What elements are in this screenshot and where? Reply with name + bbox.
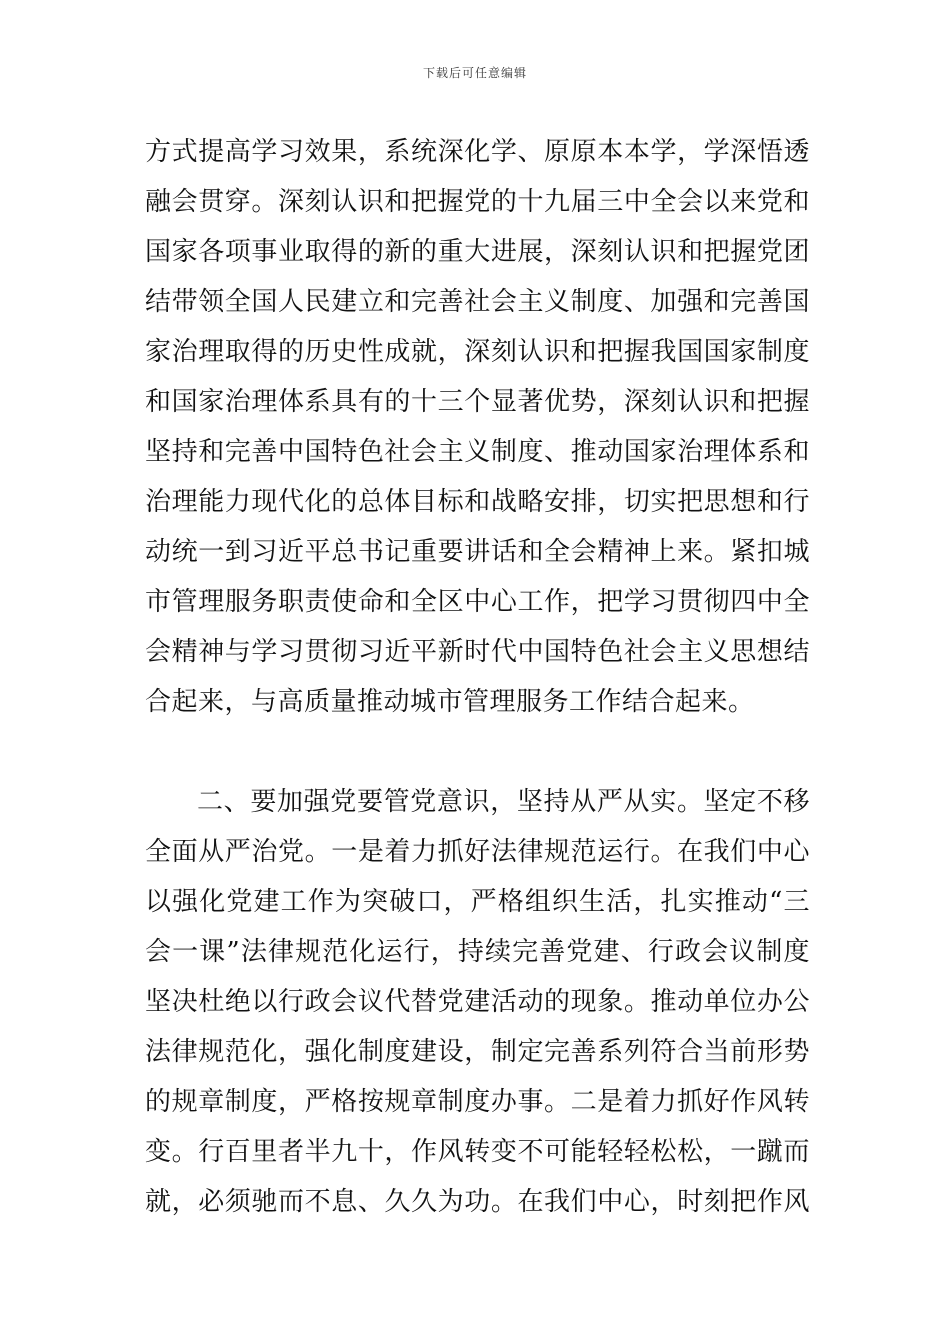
paragraph-1 — [145, 127, 810, 727]
text-line: 和国家治理体系具有的十三个显著优势，深刻认识和把握 — [145, 387, 810, 417]
text-line: 治理能力现代化的总体目标和战略安排，切实把思想和行 — [145, 487, 810, 517]
text-line: 市管理服务职责使命和全区中心工作，把学习贯彻四中全 — [145, 587, 810, 617]
text-line: 融会贯穿。深刻认识和把握党的十九届三中全会以来党和 — [145, 187, 810, 217]
text-line: 的规章制度，严格按规章制度办事。二是着力抓好作风转 — [145, 1087, 810, 1117]
text-line: 结带领全国人民建立和完善社会主义制度、加强和完善国 — [145, 287, 810, 317]
text-line: 变。行百里者半九十，作风转变不可能轻轻松松，一蹴而 — [145, 1137, 810, 1167]
text-line: 家治理取得的历史性成就，深刻认识和把握我国国家制度 — [145, 337, 810, 367]
text-line: 合起来，与高质量推动城市管理服务工作结合起来。 — [145, 687, 755, 717]
header-note: 下载后可任意编辑 — [422, 66, 527, 80]
text-line: 国家各项事业取得的新的重大进展，深刻认识和把握党团 — [145, 237, 810, 267]
text-line: 坚持和完善中国特色社会主义制度、推动国家治理体系和 — [145, 437, 810, 467]
text-line: 二、要加强党要管党意识，坚持从严从实。坚定不移 — [197, 787, 810, 817]
text-line: 动统一到习近平总书记重要讲话和全会精神上来。紧扣城 — [145, 537, 810, 567]
text-line: 会精神与学习贯彻习近平新时代中国特色社会主义思想结 — [145, 637, 810, 667]
paragraph-2 — [145, 777, 810, 1227]
text-line: 法律规范化，强化制度建设，制定完善系列符合当前形势 — [145, 1037, 810, 1067]
text-line: 方式提高学习效果，系统深化学、原原本本学，学深悟透 — [145, 137, 810, 167]
text-line: 以强化党建工作为突破口，严格组织生活，扎实推动“三 — [145, 887, 810, 917]
text-line: 全面从严治党。一是着力抓好法律规范运行。在我们中心 — [145, 837, 810, 867]
text-line: 坚决杜绝以行政会议代替党建活动的现象。推动单位办公 — [145, 987, 810, 1017]
text-line: 会一课”法律规范化运行，持续完善党建、行政会议制度 — [145, 937, 810, 967]
text-line: 就，必须驰而不息、久久为功。在我们中心，时刻把作风 — [145, 1187, 810, 1217]
